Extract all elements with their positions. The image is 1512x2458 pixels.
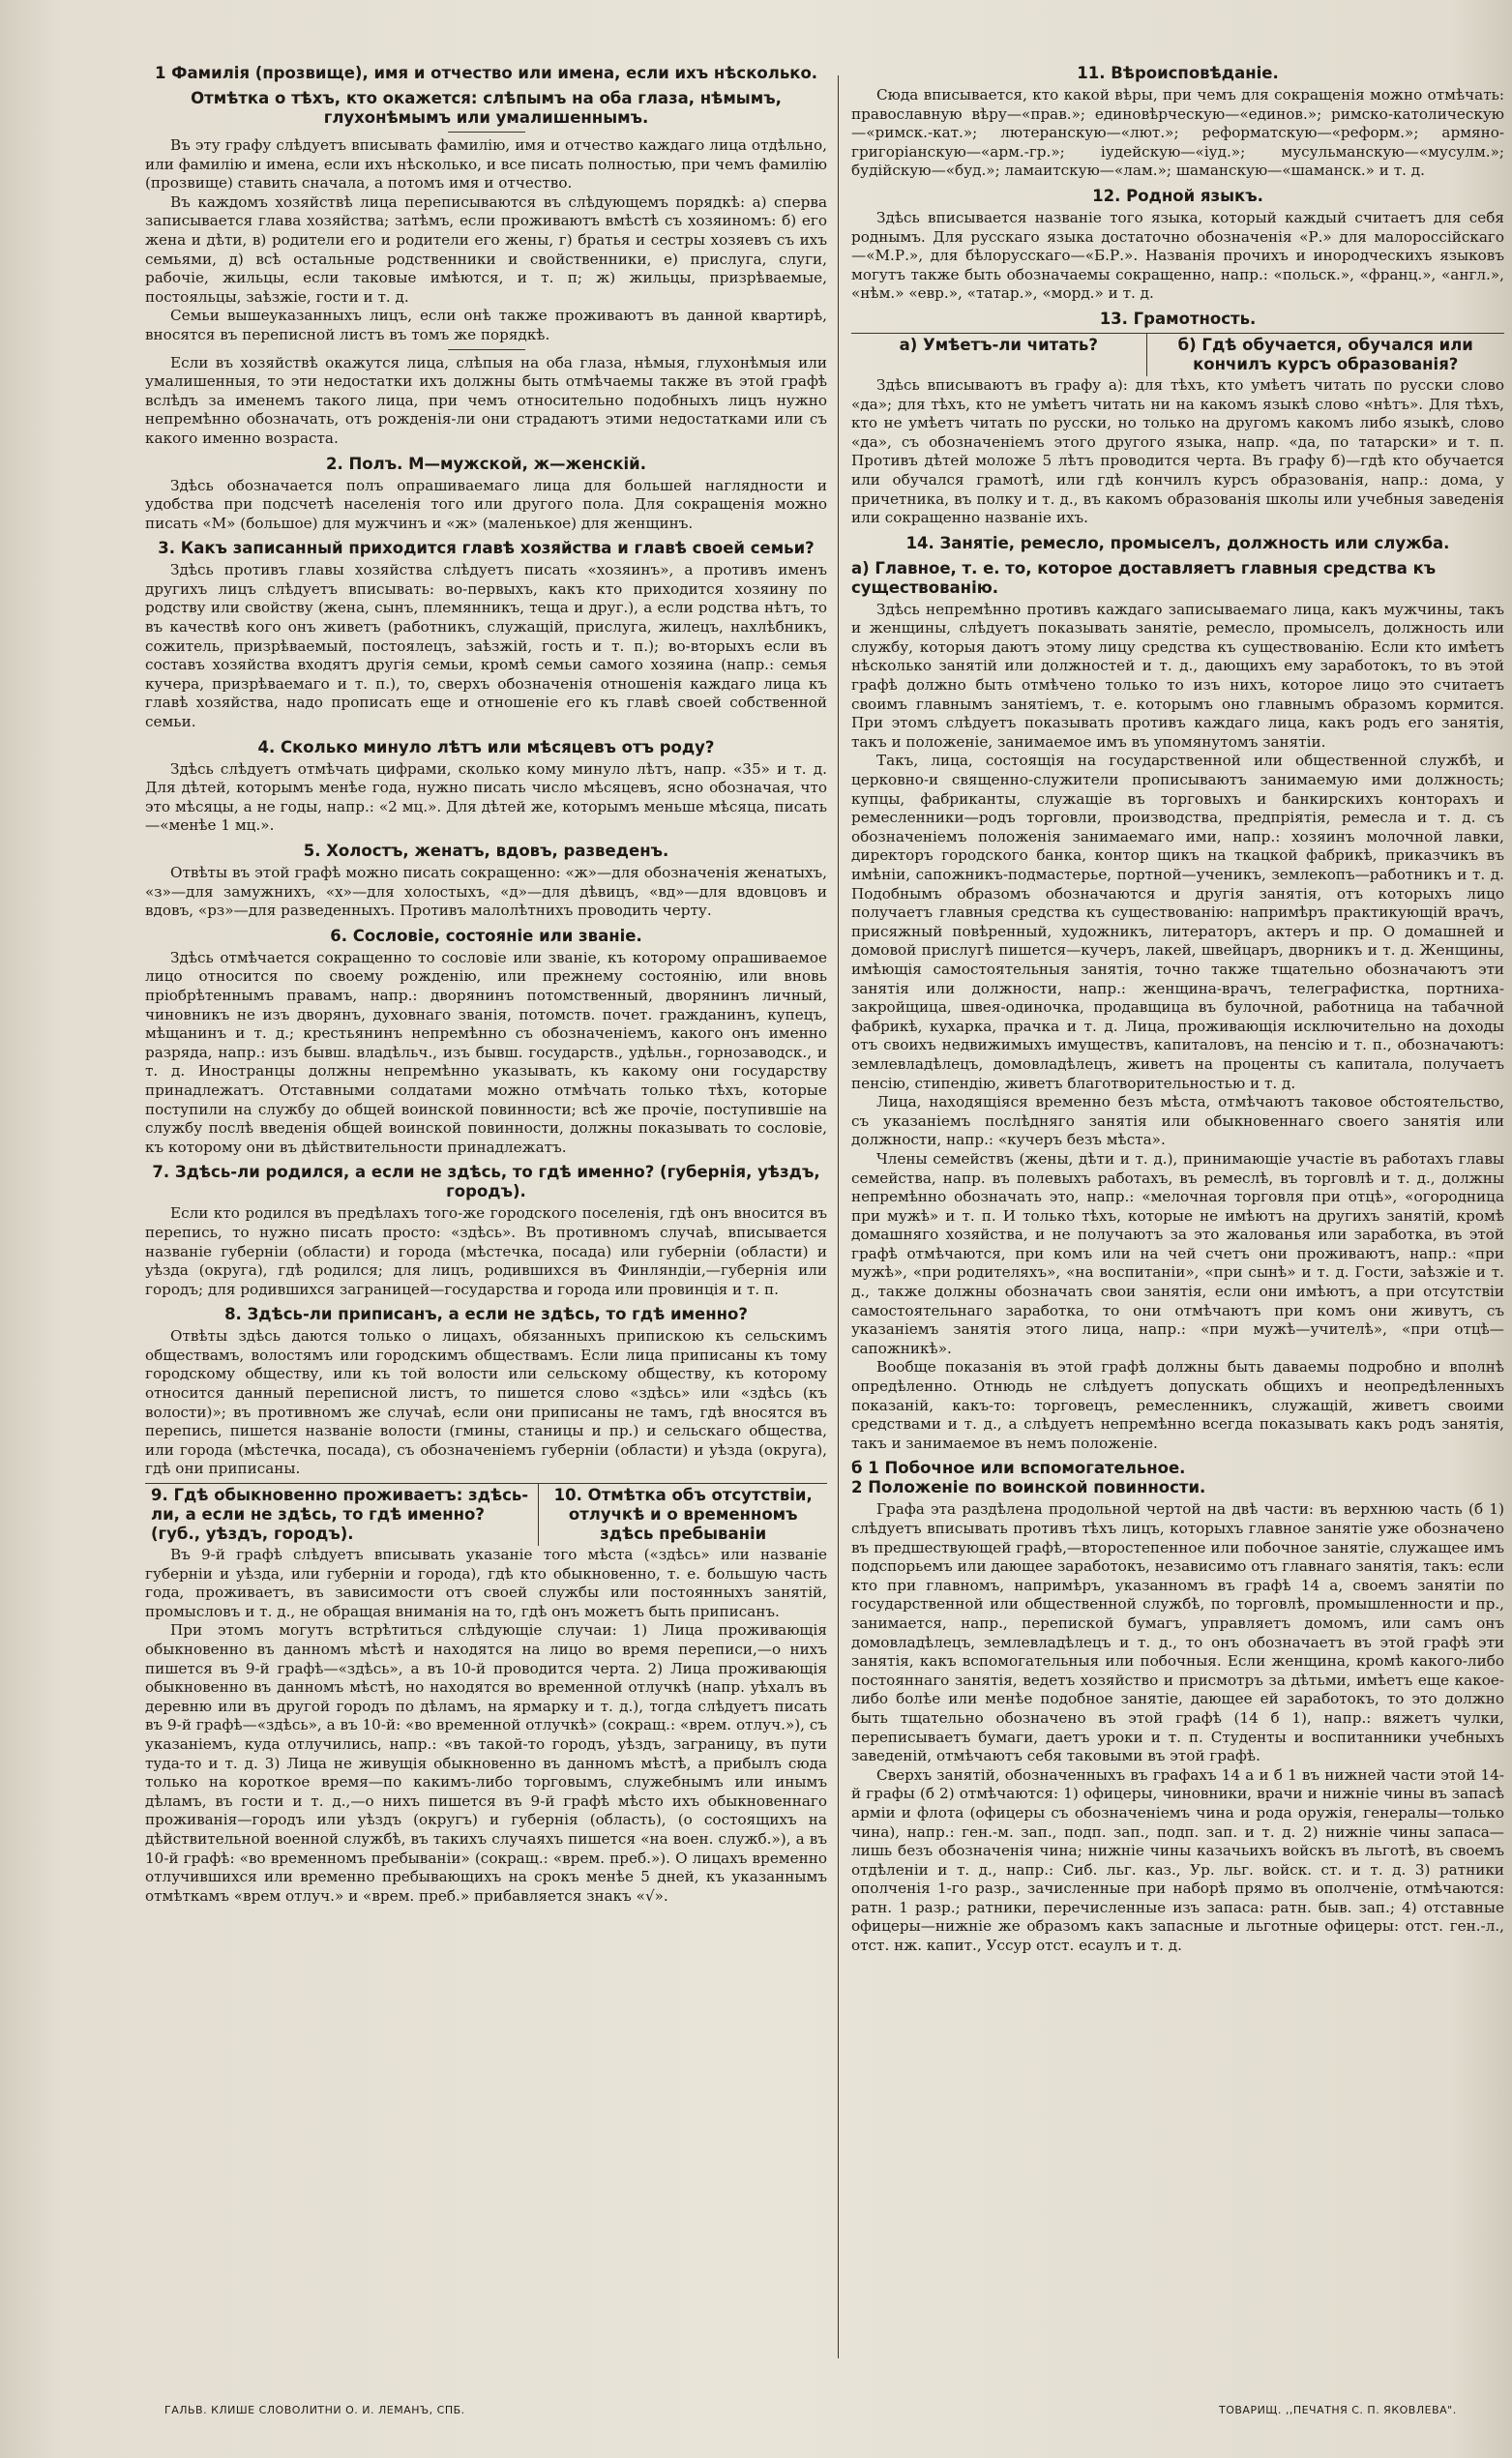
sections-9-10-header bbox=[145, 1483, 827, 1546]
section-13-subheadings bbox=[851, 333, 1504, 376]
column-divider bbox=[838, 75, 839, 2358]
section-8-text: Отвѣты здѣсь даются только о лицахъ, обязанныхъ припискою къ сельскимъ обществамъ, волостямъ или городскимъ обществамъ. Если лица приписаны къ тому городскому обществу, или къ той волости или сельскому обществу, къ которому относится данный переписной листъ, то пишется слово «здѣсь» или «здѣсь (къ волости)»; въ противномъ же случаѣ, если они приписаны не тамъ, гдѣ вносятся въ перепись, пишется названіе волости (гмины, станицы и пр.) и сельскаго общества, или города (мѣстечка, посада), съ обозначеніемъ губерніи (области) и уѣзда (округа), гдѣ они приписаны. bbox=[145, 1327, 827, 1478]
section-9-text: Въ 9-й графѣ слѣдуетъ вписывать указаніе того мѣста («здѣсь» или названіе губерніи и уѣзда, или губерніи и города), гдѣ кто обыкновенно, т. е. большую часть года, проживаетъ, въ зависимости отъ своей службы или постоянныхъ занятій, промысловъ и т. д., не обращая вниманія на то, гдѣ онъ можетъ быть приписанъ. bbox=[145, 1546, 827, 1620]
section-11-heading: 11. Вѣроисповѣданіе. bbox=[1077, 64, 1279, 82]
section-2-text: Здѣсь обозначается полъ опрашиваемаго лица для большей наглядности и удобства при подсчетѣ населенія того или другого пола. Для сокращенія можно писать «М» (большое) для мужчинъ и «ж» (маленькое) для женщинъ. bbox=[145, 476, 827, 532]
section-13-heading: 13. Грамотность. bbox=[1099, 309, 1257, 328]
section-14-heading: 14. Занятіе, ремесло, промыселъ, должность или служба. bbox=[905, 533, 1450, 552]
printer-imprint-right: ТОВАРИЩ. ,,ПЕЧАТНЯ С. П. ЯКОВЛЕВА". bbox=[1219, 2404, 1457, 2416]
section-12-text: Здѣсь вписывается названіе того языка, который каждый считаетъ для себя роднымъ. Для русскаго языка достаточно обозначенія «Р.» для малороссійскаго—«М.Р.», для бѣлорусскаго—«Б.Р.». Названія прочихъ и инородческихъ языковъ могутъ также быть обозначаемы сокращенно, напр.: «польск.», «франц.», «англ.», «нѣм.» «евр.», «татар.», «морд.» и т. д. bbox=[851, 208, 1504, 303]
section-3-heading: 3. Какъ записанный приходится главѣ хозяйства и главѣ своей семьи? bbox=[158, 539, 815, 558]
section-1-text: Семьи вышеуказанныхъ лицъ, если онѣ также проживаютъ въ данной квартирѣ, вносятся въ переписной листъ въ томъ же порядкѣ. bbox=[145, 307, 827, 343]
section-6-heading: 6. Сословіе, состояніе или званіе. bbox=[330, 926, 642, 945]
section-13-text: Здѣсь вписываютъ въ графу а): для тѣхъ, кто умѣетъ читать по русски слово «да»; для тѣхъ, кто не умѣетъ читать ни на какомъ языкѣ слово «нѣтъ». Для тѣхъ, кто не умѣетъ читать по русски, но только на другомъ какомъ либо языкѣ, слово «да», съ обозначеніемъ этого другого языка, напр. «да, по татарски» и т. п. Противъ дѣтей моложе 5 лѣтъ проводится черта. Въ графу б)—гдѣ кто обучается или обучался грамотѣ, или гдѣ кончилъ курсъ образованія, напр.: дома, у причетника, въ полку и т. д., въ какомъ образованія школы или учебныя заведенія или сокращенно названіе ихъ. bbox=[851, 375, 1504, 527]
section-14-text: Лица, находящіяся временно безъ мѣста, отмѣчаютъ таковое обстоятельство, съ указаніемъ послѣдняго занятія или обыкновеннаго своего занятія или должности, напр.: «кучеръ безъ мѣста». bbox=[851, 1093, 1504, 1149]
section-10-heading: 10. Отмѣтка объ отсутствіи, отлучкѣ и о временномъ здѣсь пребываніи bbox=[538, 1484, 827, 1546]
section-4-text: Здѣсь слѣдуетъ отмѣчать цифрами, сколько кому минуло лѣтъ, напр. «35» и т. д. Для дѣтей, которымъ менѣе года, нужно писать число мѣсяцевъ, ясно обозначая, что это мѣсяцы, а не годы, напр.: «2 мц.». Для дѣтей же, которымъ меньше мѣсяца, писать—«менѣе 1 мц.». bbox=[145, 759, 827, 835]
section-12-heading: 12. Родной языкъ. bbox=[1092, 186, 1263, 205]
section-9-text: При этомъ могутъ встрѣтиться слѣдующіе случаи: 1) Лица проживающія обыкновенно въ данномъ мѣстѣ и находятся на лицо во время переписи,—о нихъ пишется въ 9-й графѣ—«здѣсь», а въ 10-й проводится черта. 2) Лица проживающія обыкновенно въ данномъ мѣстѣ, но находятся во временной отлучкѣ (напр. уѣхалъ въ деревню или въ другой городъ по дѣламъ, на ярмарку и т. д.), тогда слѣдуетъ писать въ 9-й графѣ—«здѣсь», а въ 10-й: «во временной отлучкѣ» (сокращ.: «врем. отлуч.»), съ указаніемъ, куда отлучились, напр.: «въ такой-то городъ, уѣздъ, заграницу, въ пути туда-то и т. д. 3) Лица не живущія обыкновенно въ данномъ мѣстѣ, а прибылъ сюда только на короткое время—по какимъ-либо торговымъ, служебнымъ или инымъ дѣламъ, въ гости и т. д.,—о нихъ пишется въ 9-й графѣ мѣсто ихъ обыкновеннаго проживанія—городъ или уѣздъ (округъ) и губернія (область), (о состоящихъ на дѣйствительной военной службѣ, въ такихъ случаяхъ пишется «на воен. служб.»), а въ 10-й графѣ: «во временномъ пребываніи» (сокращ.: «врем. преб.»). О лицахъ временно отлучившихся или временно пребывающихъ на срокъ менѣе 5 дней, къ указаннымъ отмѣткамъ «врем отлуч.» и «врем. преб.» прибавляется знакъ «√». bbox=[145, 1621, 827, 1905]
section-14b1-heading: б 1 Побочное или вспомогательное. bbox=[851, 1459, 1186, 1478]
section-5-text: Отвѣты въ этой графѣ можно писать сокращенно: «ж»—для обозначенія женатыхъ, «з»—для замужнихъ, «х»—для холостыхъ, «д»—для дѣвицъ, «вд»—для вдовцовъ и вдовъ, «рз»—для разведенныхъ. Противъ малолѣтнихъ проводить черту. bbox=[145, 864, 827, 920]
section-1-note-heading: Отмѣтка о тѣхъ, кто окажется: слѣпымъ на оба глаза, нѣмымъ, глухонѣмымъ или умалишеннымъ. bbox=[191, 89, 782, 127]
divider-rule bbox=[448, 132, 525, 133]
section-14b-text: Сверхъ занятій, обозначенныхъ въ графахъ 14 а и б 1 въ нижней части этой 14-й графы (б 2) отмѣчаются: 1) офицеры, чиновники, врачи и нижніе чины въ запасѣ арміи и флота (офицеры съ обозначеніемъ чина и рода оружія, генералы—только чина), напр.: ген.-м. зап., подп. зап., подп. зап. и т. д. 2) нижніе чины запаса—лишь безъ обозначенія чина; нижніе чины казачьихъ войскъ въ льготѣ, въ своемъ отдѣленіи и т. д., напр.: Сиб. льг. каз., Ур. льг. войск. ст. и т. д. 3) ратники ополченія 1-го разр., зачисленные при наборѣ прямо въ ополченіе, отмѣчаются: ратн. 1 разр.; ратники, перечисленные изъ запаса: ратн. быв. зап.; 4) отставные офицеры—нижніе же образомъ какъ запасные и льготные офицеры: отст. ген.-л., отст. нж. капит., Уссур отст. есаулъ и т. д. bbox=[851, 1765, 1504, 1955]
section-14b-text: Графа эта раздѣлена продольной чертой на двѣ части: въ верхнюю часть (б 1) слѣдуетъ вписывать противъ тѣхъ лицъ, которыхъ главное занятіе уже обозначено въ предшествующей графѣ,—второстепенное или побочное занятіе, служащее имъ подспорьемъ или дающее заработокъ, независимо отъ главнаго занятія, такъ: если кто при главномъ, напримѣръ, указанномъ въ графѣ 14 а, своемъ занятіи по государственной или общественной службѣ, по торговлѣ, промышленности и пр., занимается, напр., перепиской бумагъ, управляетъ домомъ, или самъ онъ домовладѣлецъ, землевладѣлецъ и т. д., то онъ обозначаетъ въ этой графѣ эти занятія, какъ вспомогательныя или побочныя. Если женщина, кромѣ какого-либо постояннаго занятія, ведетъ хозяйство и присмотръ за дѣтьми, имѣетъ еще какое-либо болѣе или менѣе подобное занятіе, дающее ей заработокъ, то это должно быть тщательно обозначено въ этой графѣ (14 б 1), напр.: вяжетъ чулки, переписываетъ бумаги, даетъ уроки и т. п. Студенты и воспитанники учебныхъ заведеній, отмѣчаютъ себя таковыми въ этой графѣ. bbox=[851, 1500, 1504, 1765]
left-column bbox=[145, 58, 827, 1906]
section-14a-heading: а) Главное, т. е. то, которое доставляетъ главныя средства къ существованію. bbox=[851, 558, 1437, 597]
section-1-text: Въ эту графу слѣдуетъ вписывать фамилію, имя и отчество каждаго лица отдѣльно, или фамилію и имена, если ихъ нѣсколько, и все писать полностью, при чемъ фамилію (прозвище) ставить сначала, а потомъ имя и отчество. bbox=[145, 136, 827, 192]
section-13a-heading: а) Умѣетъ-ли читать? bbox=[899, 335, 1098, 354]
section-11-text: Сюда вписывается, кто какой вѣры, при чемъ для сокращенія можно отмѣчать: православную вѣру—«прав.»; единовѣрческую—«единов.»; римско-католическую—«римск.-кат.»; лютеранскую—«лют.»; реформатскую—«реформ.»; армяно-григоріанскую—«арм.-гр.»; іудейскую—«іуд.»; мусульманскую—«мусулм.»; будійскую—«буд.»; ламаитскую—«лам.»; шаманскую—«шаманск.» и т. д. bbox=[851, 86, 1504, 180]
section-9-heading: 9. Гдѣ обыкновенно проживаетъ: здѣсь-ли, а если не здѣсь, то гдѣ именно? (губ., уѣздъ, городъ). bbox=[151, 1486, 529, 1544]
right-column bbox=[851, 58, 1504, 1956]
section-8-heading: 8. Здѣсь-ли приписанъ, а если не здѣсь, то гдѣ именно? bbox=[224, 1305, 748, 1324]
section-1-text: Въ каждомъ хозяйствѣ лица переписываются въ слѣдующемъ порядкѣ: а) сперва записывается глава хозяйства; затѣмъ, если проживаютъ вмѣстѣ съ хозяиномъ: б) его жена и дѣти, в) родители его и родители его жены, г) братья и сестры хозяевъ съ ихъ семьями, д) всѣ остальные родственники и свойственники, е) прислуга, слуги, рабочіе, жильцы, если таковые имѣются, и т. п; ж) жильцы, призрѣваемые, постояльцы, заѣзжіе, гости и т. д. bbox=[145, 192, 827, 306]
section-13b-heading: б) Гдѣ обучается, обучался или кончилъ курсъ образованія? bbox=[1146, 334, 1505, 376]
section-5-heading: 5. Холостъ, женатъ, вдовъ, разведенъ. bbox=[303, 842, 669, 860]
section-7-text: Если кто родился въ предѣлахъ того-же городского поселенія, гдѣ онъ вносится въ перепись, то нужно писать просто: «здѣсь». Въ противномъ случаѣ, вписывается названіе губерніи (области) и города (мѣстечка, посада) или губерніи (области) и уѣзда (округа), гдѣ родился; для лицъ, родившихся въ Финляндіи,—губернія или городъ; для родившихся заграницей—государства и города или провинція и т. п. bbox=[145, 1204, 827, 1298]
section-6-text: Здѣсь отмѣчается сокращенно то сословіе или званіе, къ которому опрашиваемое лицо относится по своему рожденію, или прежнему состоянію, или вновь пріобрѣтеннымъ правамъ, напр.: дворянинъ потомственный, дворянинъ личный, чиновникъ не изъ дворянъ, духовнаго званія, потомств. почет. гражданинъ, купецъ, мѣщанинъ и т. д.; крестьянинъ непремѣнно съ обозначеніемъ, какого онъ именно разряда, напр.: изъ бывш. владѣльч., изъ бывш. государств., удѣльн., горнозаводск., и т. д. Иностранцы должны непремѣнно указывать, къ какому они государству принадлежатъ. Отставными солдатами можно отмѣчать только тѣхъ, которые поступили на службу до общей воинской повинности; всѣ же прочіе, поступившіе на службу послѣ введенія общей воинской повинности, должны показывать то сословіе, къ которому они въ дѣйствительности принадлежатъ. bbox=[145, 948, 827, 1156]
section-4-heading: 4. Сколько минуло лѣтъ или мѣсяцевъ отъ роду? bbox=[257, 737, 715, 756]
section-14-text: Такъ, лица, состоящія на государственной или общественной службѣ, и церковно-и священно-служители прописываютъ занимаемую ими должность; купцы, фабриканты, служащіе въ торговыхъ и банкирскихъ конторахъ и ремесленники—родъ торговли, производства, предпріятія, ремесла и т. д. съ обозначеніемъ положенія занимаемаго ими, напр.: хозяинъ молочной лавки, директоръ городского банка, контор щикъ на ткацкой фабрикѣ, приказчикъ въ имѣніи, сапожникъ-подмастерье, портной—ученикъ, землекопъ—работникъ и т. д. Подобнымъ образомъ обозначаются и другія занятія, отъ которыхъ лицо получаетъ главныя средства къ существованію: напримѣръ практикующій врачъ, присяжный повѣренный, художникъ, литераторъ, актеръ и пр. О домашней и домовой прислугѣ пишется—кучеръ, лакей, швейцаръ, дворникъ и т. д. Женщины, имѣющія самостоятельныя занятія, точно также тщательно обозначаютъ эти занятія или должности, напр.: женщина-врачъ, телеграфистка, портниха-закройщица, швея-одиночка, продавщица въ булочной, работница на табачной фабрикѣ, кухарка, прачка и т. д. Лица, проживающія исключительно на доходы отъ своихъ недвижимыхъ имуществъ, капиталовъ, на пенсію и т. п., обозначаютъ: землевладѣлецъ, домовладѣлецъ, живетъ на проценты съ капитала, получаетъ пенсію, стипендію, живетъ благотворительностью и т. д. bbox=[851, 752, 1504, 1092]
section-3-text: Здѣсь противъ главы хозяйства слѣдуетъ писать «хозяинъ», а противъ именъ другихъ лицъ слѣдуетъ вписывать: во-первыхъ, какъ кто приходится хозяину по родству или свойству (жена, сынъ, племянникъ, теща и друг.), а если родства нѣтъ, то въ качествѣ кого онъ живетъ (работникъ, служащій, прислуга, жилецъ, нахлѣбникъ, сожитель, призрѣваемый, постоялецъ, заѣзжій, гость и т. п.); во-вторыхъ если въ составъ хозяйства входятъ другія семьи, кромѣ семьи самого хозяина (напр.: семья кучера, призрѣваемаго и т. п.), то, сверхъ обозначенія отношенія каждаго лица къ главѣ хозяйства, надо прописать еще и отношеніе его къ главѣ своей собственной семьи. bbox=[145, 561, 827, 731]
section-14-text: Здѣсь непремѣнно противъ каждаго записываемаго лица, какъ мужчины, такъ и женщины, слѣдуетъ показывать занятіе, ремесло, промыселъ, должность или службу, которыя даютъ этому лицу средства къ существованію. Если кто имѣетъ нѣсколько занятій или должностей и т. д., дающихъ ему заработокъ, то въ этой графѣ должно быть отмѣчено только то изъ нихъ, которое лицо это считаетъ своимъ главнымъ занятіемъ, т. е. которымъ оно главнымъ образомъ кормится. При этомъ слѣдуетъ показывать противъ каждаго лица, какъ родъ его занятія, такъ и положеніе, занимаемое имъ въ упомянутомъ занятіи. bbox=[851, 600, 1504, 751]
section-14b2-heading: 2 Положеніе по воинской повинности. bbox=[851, 1478, 1206, 1497]
section-1-heading: 1 Фамилія (прозвище), имя и отчество или имена, если ихъ нѣсколько. bbox=[154, 64, 818, 82]
divider-rule bbox=[448, 349, 525, 350]
section-2-heading: 2. Полъ. М—мужской, ж—женскій. bbox=[326, 454, 646, 473]
section-14-text: Вообще показанія въ этой графѣ должны быть даваемы подробно и вполнѣ опредѣленно. Отнюдь не слѣдуетъ допускать общихъ и неопредѣленныхъ показаній, какъ-то: торговецъ, ремесленникъ, служащій, живетъ своими средствами и т. д., а слѣдуетъ непремѣнно всегда показывать какъ родъ занятія, такъ и занимаемое въ немъ положеніе. bbox=[851, 1358, 1504, 1452]
printer-imprint-left: ГАЛЬВ. КЛИШЕ СЛОВОЛИТНИ О. И. ЛЕМАНЪ, СПБ. bbox=[164, 2404, 465, 2416]
section-7-heading: 7. Здѣсь-ли родился, а если не здѣсь, то гдѣ именно? (губернія, уѣздъ, городъ). bbox=[152, 1163, 820, 1201]
section-14-text: Члены семействъ (жены, дѣти и т. д.), принимающіе участіе въ работахъ главы семейства, напр. въ полевыхъ работахъ, въ ремеслѣ, въ торговлѣ и т. д., должны непремѣнно обозначать это, напр.: «мелочная торговля при отцѣ», «огородница при мужѣ» и т. п. И только тѣхъ, которые не имѣютъ на другихъ занятій, кромѣ домашняго хозяйства, и не получаютъ за это жалованья или заработка, въ этой графѣ отмѣчаются, при комъ или на чей счетъ они проживаютъ, напр.: «при мужѣ», «при родителяхъ», «на воспитаніи», «при сынѣ» и т. д. Гости, заѣзжіе и т. д., также должны обозначать свои занятія, если они имѣютъ, а при отсутствіи самостоятельнаго заработка, то они отмѣчаютъ при комъ они живутъ, съ указаніемъ занятія этого лица, напр.: «при мужѣ—учителѣ», «при отцѣ—сапожникѣ». bbox=[851, 1149, 1504, 1357]
section-1-text: Если въ хозяйствѣ окажутся лица, слѣпыя на оба глаза, нѣмыя, глухонѣмыя или умалишенныя, то эти недостатки ихъ должны быть отмѣчаемы также въ этой графѣ вслѣдъ за именемъ такого лица, при чемъ относительно подобныхъ лицъ нужно непремѣнно обозначать, отъ рожденія-ли они страдаютъ этими недостатками или съ какого именно возраста. bbox=[145, 353, 827, 447]
